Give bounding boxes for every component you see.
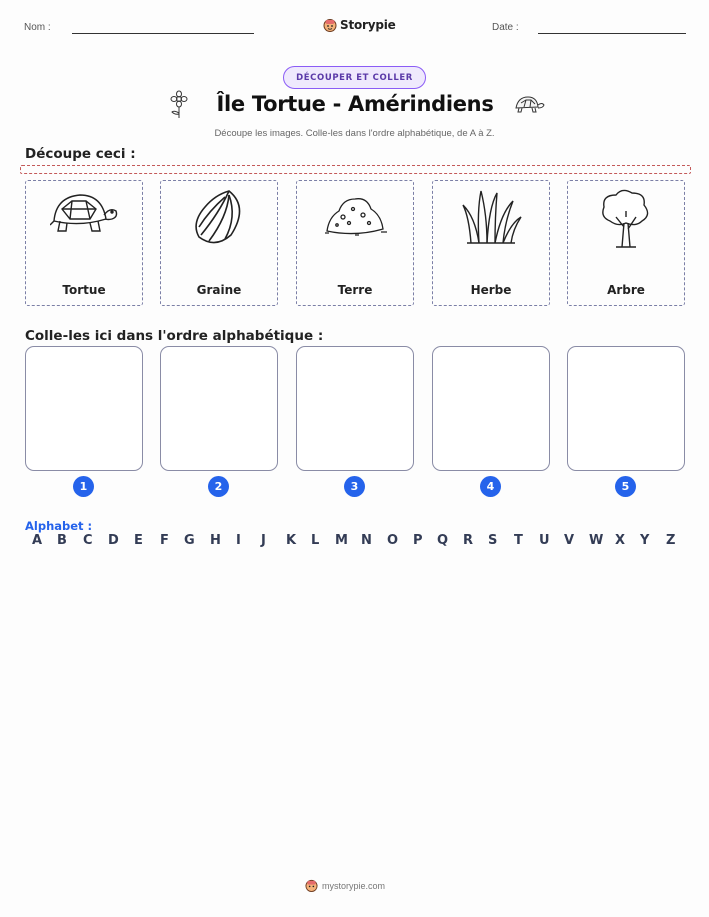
pie-mascot-icon <box>323 18 337 32</box>
alphabet-letter: D <box>108 533 119 548</box>
cut-card-label: Arbre <box>607 283 645 297</box>
order-number: 4 <box>480 476 501 497</box>
date-line[interactable] <box>538 33 686 34</box>
paste-box-1[interactable] <box>25 346 143 471</box>
alphabet-letter: Y <box>640 533 650 548</box>
cut-line <box>20 165 691 174</box>
alphabet-letter: J <box>261 533 266 548</box>
alphabet-letter: X <box>615 533 626 548</box>
paste-box-3[interactable] <box>296 346 414 471</box>
name-label: Nom : <box>24 22 51 33</box>
pie-mascot-icon <box>305 879 318 892</box>
alphabet-letter: F <box>160 533 169 548</box>
paste-section-label: Colle-les ici dans l'ordre alphabétique : <box>25 328 324 344</box>
alphabet-letter: R <box>463 533 474 548</box>
cut-card-label: Tortue <box>62 283 106 297</box>
paste-box-5[interactable] <box>567 346 685 471</box>
order-number: 2 <box>208 476 229 497</box>
activity-badge: DÉCOUPER ET COLLER <box>283 66 426 89</box>
cut-card-terre[interactable] <box>296 180 414 306</box>
tree-icon <box>592 187 662 253</box>
cut-section-label: Découpe ceci : <box>25 146 136 162</box>
alphabet-letter: S <box>488 533 498 548</box>
cut-card-herbe[interactable] <box>432 180 550 306</box>
alphabet-letter: Q <box>437 533 449 548</box>
alphabet-letter: E <box>134 533 143 548</box>
grass-icon <box>457 187 527 247</box>
page-title: Île Tortue - Amérindiens <box>216 92 494 116</box>
instructions: Découpe les images. Colle-les dans l'ordre alphabétique, de A à Z. <box>214 128 495 139</box>
order-number: 3 <box>344 476 365 497</box>
alphabet-letter: L <box>311 533 320 548</box>
brand-name: Storypie <box>340 18 396 32</box>
alphabet-label: Alphabet : <box>25 519 93 533</box>
alphabet-letter: M <box>335 533 348 548</box>
name-line[interactable] <box>72 33 254 34</box>
worksheet-header <box>0 18 709 40</box>
paste-box-2[interactable] <box>160 346 278 471</box>
alphabet-letter: O <box>387 533 399 548</box>
alphabet-letter: G <box>184 533 195 548</box>
footer-website[interactable]: mystorypie.com <box>322 880 386 891</box>
alphabet-letter: B <box>57 533 67 548</box>
alphabet-row <box>26 533 686 551</box>
cut-card-label: Graine <box>196 283 242 297</box>
order-number: 1 <box>73 476 94 497</box>
order-number: 5 <box>615 476 636 497</box>
date-label: Date : <box>492 22 519 33</box>
turtle-icon <box>50 187 120 247</box>
alphabet-letter: T <box>514 533 523 548</box>
cut-card-graine[interactable] <box>160 180 278 306</box>
alphabet-letter: U <box>539 533 550 548</box>
alphabet-letter: H <box>210 533 221 548</box>
alphabet-letter: K <box>286 533 297 548</box>
paste-box-4[interactable] <box>432 346 550 471</box>
alphabet-letter: C <box>83 533 93 548</box>
cut-card-tortue[interactable] <box>25 180 143 306</box>
flower-icon <box>168 90 190 120</box>
seed-icon <box>185 187 255 247</box>
cut-card-arbre[interactable] <box>567 180 685 306</box>
footer <box>305 879 385 892</box>
brand-logo <box>323 18 396 32</box>
alphabet-letter: A <box>32 533 43 548</box>
alphabet-letter: W <box>589 533 604 548</box>
cut-card-label: Terre <box>337 283 373 297</box>
alphabet-letter: N <box>361 533 372 548</box>
alphabet-letter: Z <box>666 533 676 548</box>
alphabet-letter: P <box>413 533 423 548</box>
turtle-icon <box>512 94 546 116</box>
alphabet-letter: V <box>564 533 575 548</box>
alphabet-letter: I <box>236 533 241 548</box>
soil-mound-icon <box>321 187 391 247</box>
cut-card-label: Herbe <box>470 283 512 297</box>
